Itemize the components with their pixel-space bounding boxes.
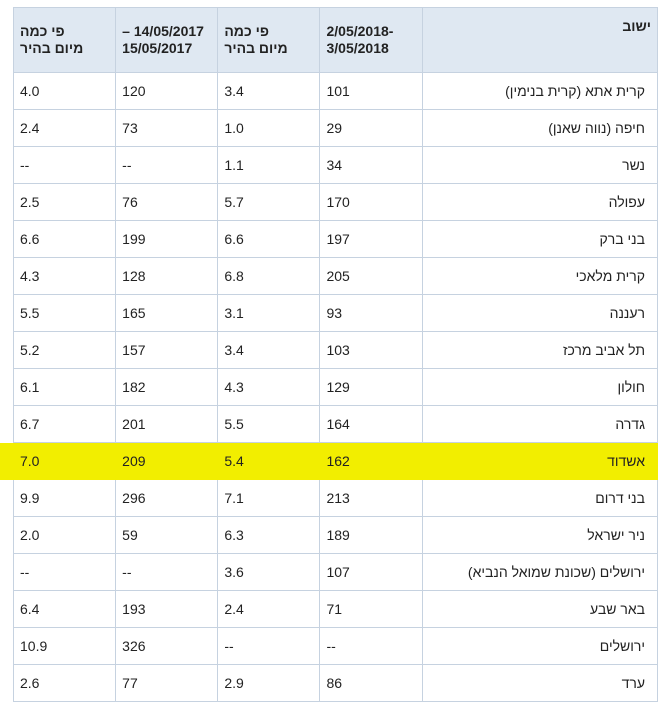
table-body xyxy=(14,73,658,702)
cell-value-2018: 213 xyxy=(320,480,422,517)
header-times-2018: פי כמה מיום בהיר xyxy=(218,8,320,73)
cell-value-2017: 165 xyxy=(116,295,218,332)
cell-city: ירושלים xyxy=(422,628,657,665)
cell-value-2018: 129 xyxy=(320,369,422,406)
cell-times-2017: 6.6 xyxy=(14,221,116,258)
table-header-row xyxy=(14,8,658,73)
cell-times-2017: 4.3 xyxy=(14,258,116,295)
cell-city: תל אביב מרכז xyxy=(422,332,657,369)
table-row xyxy=(14,369,658,406)
cell-times-2017: 6.4 xyxy=(14,591,116,628)
cell-value-2018: 205 xyxy=(320,258,422,295)
cell-times-2017: 2.0 xyxy=(14,517,116,554)
cell-value-2018: 197 xyxy=(320,221,422,258)
cell-times-2018: 6.3 xyxy=(218,517,320,554)
cell-times-2017: 2.5 xyxy=(14,184,116,221)
cell-value-2017: 76 xyxy=(116,184,218,221)
cell-city: ערד xyxy=(422,665,657,702)
cell-times-2017: 5.2 xyxy=(14,332,116,369)
table-row xyxy=(14,554,658,591)
cell-value-2017: -- xyxy=(116,147,218,184)
cell-times-2018: 1.1 xyxy=(218,147,320,184)
cell-value-2017: 201 xyxy=(116,406,218,443)
air-quality-table xyxy=(13,7,658,702)
cell-value-2017: 182 xyxy=(116,369,218,406)
table-row xyxy=(14,443,658,480)
table-row xyxy=(14,591,658,628)
cell-city: ירושלים (שכונת שמואל הנביא) xyxy=(422,554,657,591)
table-row xyxy=(14,258,658,295)
cell-times-2017: 6.1 xyxy=(14,369,116,406)
cell-times-2018: 2.9 xyxy=(218,665,320,702)
cell-times-2018: -- xyxy=(218,628,320,665)
header-dates-2018: -2/05/2018 3/05/2018 xyxy=(320,8,422,73)
cell-times-2017: 9.9 xyxy=(14,480,116,517)
cell-city: חיפה (נווה שאנן) xyxy=(422,110,657,147)
cell-city: ניר ישראל xyxy=(422,517,657,554)
cell-value-2017: 128 xyxy=(116,258,218,295)
cell-value-2017: 193 xyxy=(116,591,218,628)
table-row xyxy=(14,480,658,517)
cell-value-2018: 170 xyxy=(320,184,422,221)
table-row xyxy=(14,332,658,369)
table-row xyxy=(14,147,658,184)
cell-value-2018: 164 xyxy=(320,406,422,443)
cell-value-2017: 199 xyxy=(116,221,218,258)
cell-value-2018: 162 xyxy=(320,443,422,480)
table-row xyxy=(14,295,658,332)
cell-value-2018: 93 xyxy=(320,295,422,332)
header-city: ישוב xyxy=(422,8,657,73)
cell-value-2018: 107 xyxy=(320,554,422,591)
cell-value-2017: 77 xyxy=(116,665,218,702)
cell-times-2018: 6.8 xyxy=(218,258,320,295)
cell-city: קרית מלאכי xyxy=(422,258,657,295)
header-times-2017: פי כמה מיום בהיר xyxy=(14,8,116,73)
cell-city: באר שבע xyxy=(422,591,657,628)
table-row xyxy=(14,628,658,665)
cell-times-2017: -- xyxy=(14,147,116,184)
cell-value-2017: 209 xyxy=(116,443,218,480)
cell-times-2018: 1.0 xyxy=(218,110,320,147)
cell-city: קרית אתא (קרית בנימין) xyxy=(422,73,657,110)
cell-value-2017: 296 xyxy=(116,480,218,517)
cropped-heading xyxy=(512,0,662,5)
cell-value-2017: 120 xyxy=(116,73,218,110)
table-row xyxy=(14,406,658,443)
cell-city: גדרה xyxy=(422,406,657,443)
cell-value-2017: 73 xyxy=(116,110,218,147)
header-dates-2017: 14/05/2017 – 15/05/2017 xyxy=(116,8,218,73)
cell-times-2017: 10.9 xyxy=(14,628,116,665)
cell-times-2018: 3.6 xyxy=(218,554,320,591)
cell-times-2017: -- xyxy=(14,554,116,591)
cell-city: נשר xyxy=(422,147,657,184)
cell-value-2017: 157 xyxy=(116,332,218,369)
cell-times-2017: 6.7 xyxy=(14,406,116,443)
cell-times-2018: 3.4 xyxy=(218,73,320,110)
cell-times-2018: 2.4 xyxy=(218,591,320,628)
cell-value-2018: 86 xyxy=(320,665,422,702)
cell-value-2018: 71 xyxy=(320,591,422,628)
cell-times-2017: 2.6 xyxy=(14,665,116,702)
cell-city: חולון xyxy=(422,369,657,406)
cell-city: רעננה xyxy=(422,295,657,332)
cell-city: בני ברק xyxy=(422,221,657,258)
highlight-row-extension xyxy=(0,443,13,480)
cell-times-2017: 4.0 xyxy=(14,73,116,110)
table-row xyxy=(14,221,658,258)
cell-city: אשדוד xyxy=(422,443,657,480)
table-row xyxy=(14,665,658,702)
cell-times-2018: 7.1 xyxy=(218,480,320,517)
table-row xyxy=(14,517,658,554)
cell-city: בני דרום xyxy=(422,480,657,517)
cell-value-2018: 101 xyxy=(320,73,422,110)
cell-value-2018: 189 xyxy=(320,517,422,554)
cell-times-2017: 5.5 xyxy=(14,295,116,332)
table-row xyxy=(14,110,658,147)
cell-value-2017: 59 xyxy=(116,517,218,554)
table-row xyxy=(14,184,658,221)
cell-value-2018: -- xyxy=(320,628,422,665)
cell-city: עפולה xyxy=(422,184,657,221)
cell-times-2018: 6.6 xyxy=(218,221,320,258)
cell-times-2018: 3.1 xyxy=(218,295,320,332)
cell-times-2018: 4.3 xyxy=(218,369,320,406)
cell-times-2018: 5.4 xyxy=(218,443,320,480)
cell-times-2017: 2.4 xyxy=(14,110,116,147)
cell-value-2017: 326 xyxy=(116,628,218,665)
cell-times-2018: 5.7 xyxy=(218,184,320,221)
cell-value-2018: 34 xyxy=(320,147,422,184)
cell-value-2017: -- xyxy=(116,554,218,591)
cell-times-2017: 7.0 xyxy=(14,443,116,480)
table-row xyxy=(14,73,658,110)
cell-times-2018: 3.4 xyxy=(218,332,320,369)
cell-times-2018: 5.5 xyxy=(218,406,320,443)
cell-value-2018: 103 xyxy=(320,332,422,369)
cell-value-2018: 29 xyxy=(320,110,422,147)
